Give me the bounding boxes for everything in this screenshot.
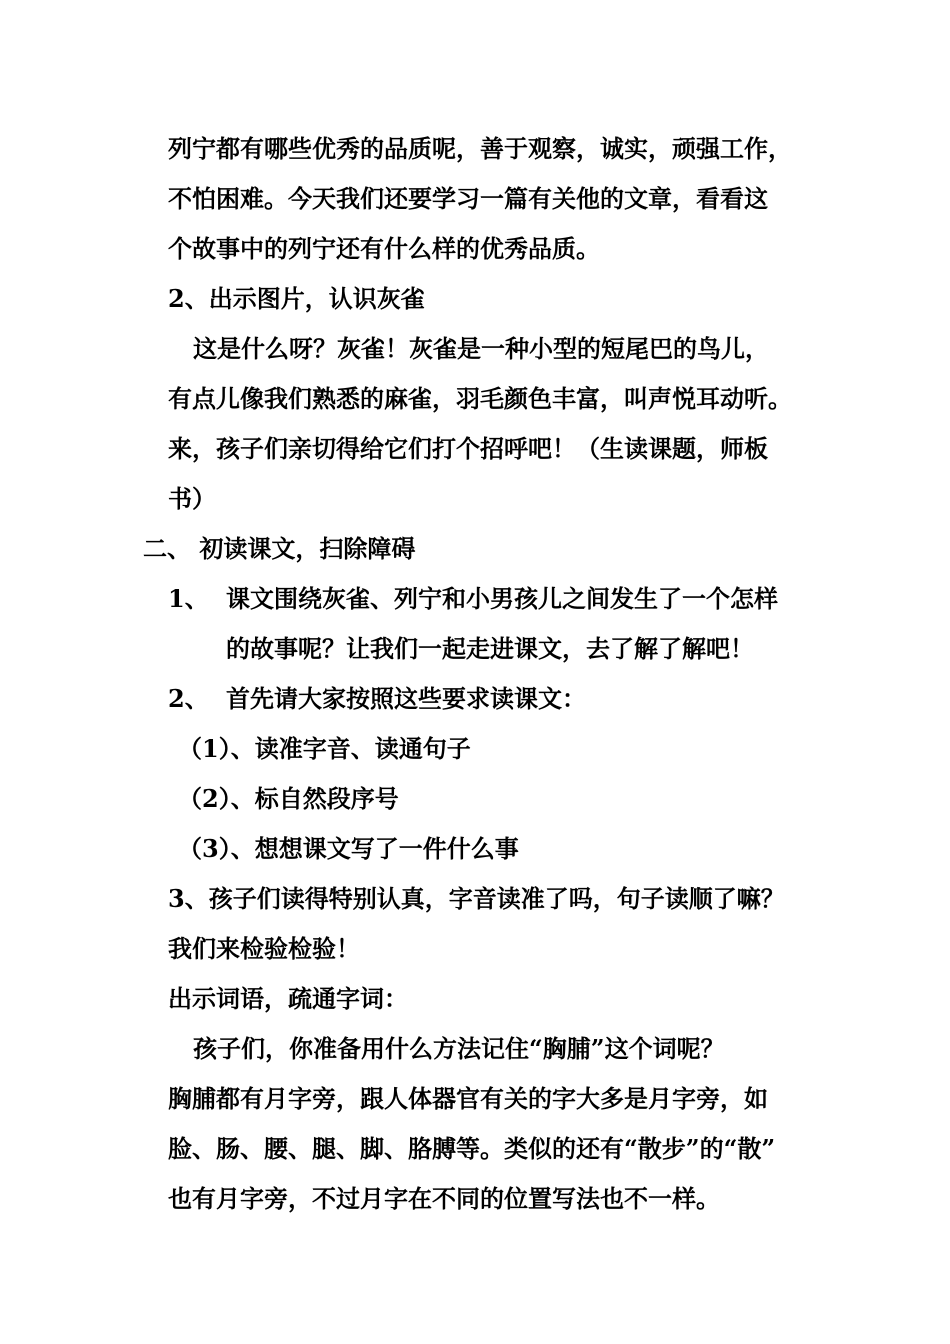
text-line: 3、孩子们读得特别认真，字音读准了吗，句子读顺了嘛？: [168, 884, 785, 913]
text-line: 也有月字旁，不过月字在不同的位置写法也不一样。: [168, 1184, 720, 1213]
text-line: 有点儿像我们熟悉的麻雀，羽毛颜色丰富，叫声悦耳动听。: [168, 384, 792, 413]
sub-list-item: （1）、读准字音、读通句子: [178, 734, 471, 763]
text-line: 书）: [168, 484, 216, 513]
text-line: 我们来检验检验！: [168, 934, 360, 963]
list-item-text: 课文围绕灰雀、列宁和小男孩儿之间发生了一个怎样: [226, 584, 778, 613]
text-line: 这是什么呀？灰雀！灰雀是一种小型的短尾巴的鸟儿，: [193, 334, 769, 363]
text-line: 孩子们，你准备用什么方法记住“胸脯”这个词呢？: [193, 1034, 725, 1063]
text-line: 列宁都有哪些优秀的品质呢，善于观察，诚实，顽强工作，: [168, 134, 792, 163]
list-item-text: 的故事呢？让我们一起走进课文，去了解了解吧！: [226, 634, 754, 663]
section-heading: 2、出示图片，认识灰雀: [168, 284, 425, 313]
sub-list-item: （2）、标自然段序号: [178, 784, 399, 813]
sub-list-item: （3）、想想课文写了一件什么事: [178, 834, 519, 863]
text-line: 来，孩子们亲切得给它们打个招呼吧！（生读课题，师板: [168, 434, 768, 463]
text-line: 出示词语，疏通字词：: [168, 984, 408, 1013]
text-line: 不怕困难。今天我们还要学习一篇有关他的文章，看看这: [168, 184, 768, 213]
section-heading: 二、 初读课文，扫除障碍: [143, 534, 416, 563]
list-number: 1、: [168, 584, 209, 613]
text-line: 个故事中的列宁还有什么样的优秀品质。: [168, 234, 600, 263]
text-line: 脸、肠、腰、腿、脚、胳膊等。类似的还有“散步”的“散”: [168, 1134, 776, 1163]
list-number: 2、: [168, 684, 209, 713]
text-line: 胸脯都有月字旁，跟人体器官有关的字大多是月字旁，如: [168, 1084, 768, 1113]
list-item-text: 首先请大家按照这些要求读课文：: [226, 684, 586, 713]
